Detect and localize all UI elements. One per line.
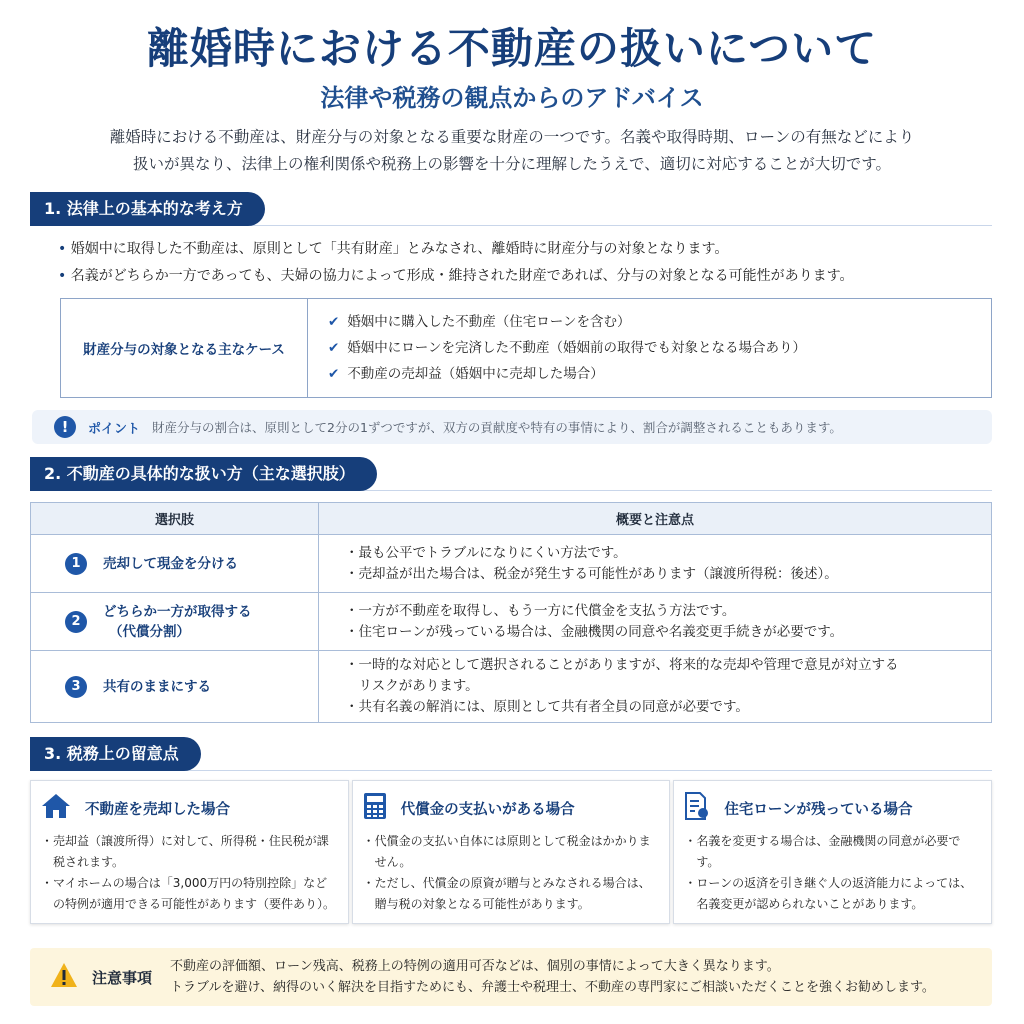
option-cell <box>31 593 319 651</box>
card-title: 不動産を売却した場合 <box>85 801 230 818</box>
case-item-text: 婚姻中にローンを完済した不動産（婚姻前の取得でも対象となる場合あり） <box>347 340 807 356</box>
desc-line: ・最も公平でトラブルになりにくい方法です。 <box>345 544 627 561</box>
page-subtitle: 法律や税務の観点からのアドバイス <box>320 83 704 112</box>
case-item <box>328 309 806 335</box>
table-row <box>31 651 992 723</box>
case-box <box>60 298 992 398</box>
tax-card <box>352 780 671 924</box>
check-icon: ✔ <box>328 314 340 330</box>
tax-cards <box>30 780 992 924</box>
tax-card <box>30 780 349 924</box>
desc-line: ・共有名義の解消には、原則として共有者全員の同意が必要です。 <box>345 699 749 715</box>
case-item-text: 不動産の売却益（婚姻中に売却した場合） <box>347 366 604 382</box>
section2-heading: 2. 不動産の具体的な扱い方（主な選択肢） <box>30 457 377 491</box>
card-line: ・マイホームの場合は「3,000万円の特別控除」などの特例が適用できる可能性があります（要件あり）。 <box>41 876 336 911</box>
desc-line: ・一方が不動産を取得し、もう一方に代償金を支払う方法です。 <box>345 602 736 619</box>
desc-cell <box>319 593 992 651</box>
case-list <box>308 299 806 397</box>
option-label-line: どちらか一方が取得する <box>103 603 252 620</box>
notice-text <box>170 956 935 998</box>
calculator-icon <box>363 792 387 824</box>
section1-bullets <box>58 236 853 290</box>
notice-line: トラブルを避け、納得のいく解決を目指すためにも、弁護士や税理士、不動産の専門家にご相談いただくことを強くお勧めします。 <box>170 980 935 995</box>
card-line: ・ローンの返済を引き継ぐ人の返済能力によっては、名義変更が認められないことがあります。 <box>684 876 973 911</box>
notice-title: 注意事項 <box>92 968 153 987</box>
notice-line: 不動産の評価額、ローン残高、税務上の特例の適用可否などは、個別の事情によって大きく異なります。 <box>170 959 780 974</box>
desc-line: ・売却益が出た場合は、税金が発生する可能性があります（譲渡所得税：後述）。 <box>345 565 838 582</box>
table-row <box>31 593 992 651</box>
card-line: ・ただし、代償金の原資が贈与とみなされる場合は、贈与税の対象となる可能性があります。 <box>362 876 651 911</box>
desc-line: ・住宅ローンが残っている場合は、金融機関の同意や名義変更手続きが必要です。 <box>345 623 844 640</box>
option-label-line: 共有のままにする <box>103 678 211 695</box>
section3-heading: 3. 税務上の留意点 <box>30 737 201 771</box>
desc-cell <box>319 651 992 723</box>
number-badge: 2 <box>65 611 87 633</box>
page-title: 離婚時における不動産の扱いについて <box>146 24 878 73</box>
warning-icon <box>50 962 78 992</box>
point-text: 財産分与の割合は、原則として2分の1ずつですが、双方の貢献度や特有の事情により、割合が調整されることもあります。 <box>152 420 842 435</box>
case-item-text: 婚姻中に購入した不動産（住宅ローンを含む） <box>347 314 631 330</box>
notice-box <box>30 948 992 1006</box>
point-label: ポイント <box>88 421 141 437</box>
card-title: 代償金の支払いがある場合 <box>400 801 575 818</box>
col-header-option: 選択肢 <box>31 503 319 535</box>
house-icon <box>41 792 71 824</box>
number-badge: 1 <box>65 553 87 575</box>
option-label <box>103 677 211 697</box>
option-label-line: （代償分割） <box>109 623 190 640</box>
table-row <box>31 535 992 593</box>
check-icon: ✔ <box>328 340 340 356</box>
option-cell <box>31 535 319 593</box>
option-label <box>103 602 252 642</box>
case-item <box>328 361 806 387</box>
section1-heading: 1. 法律上の基本的な考え方 <box>30 192 265 226</box>
desc-line: ・一時的な対応として選択されることがありますが、将来的な売却や管理で意見が対立する <box>345 657 899 673</box>
intro-line: 扱いが異なり、法律上の権利関係や税務上の影響を十分に理解したうえで、適切に対応することが大切です。 <box>133 155 891 173</box>
tax-card <box>673 780 992 924</box>
check-icon: ✔ <box>328 366 340 382</box>
bullet-item: • 名義がどちらか一方であっても、夫婦の協力によって形成・維持された財産であれば、分与の対象となる可能性があります。 <box>58 263 853 290</box>
number-badge: 3 <box>65 676 87 698</box>
case-label: 財産分与の対象となる主なケース <box>61 299 308 397</box>
options-table <box>30 502 992 723</box>
option-cell <box>31 651 319 723</box>
option-label <box>103 554 238 574</box>
card-line: ・代償金の支払い自体には原則として税金はかかりません。 <box>362 834 651 869</box>
card-line: ・売却益（譲渡所得）に対して、所得税・住民税が課税されます。 <box>41 834 329 869</box>
exclamation-icon: ! <box>54 416 76 438</box>
option-label-line: 売却して現金を分ける <box>103 555 238 572</box>
desc-cell <box>319 535 992 593</box>
point-box <box>32 410 992 444</box>
intro-line: 離婚時における不動産は、財産分与の対象となる重要な財産の一つです。名義や取得時期、ローンの有無などにより <box>109 128 915 146</box>
table-header-row <box>31 503 992 535</box>
case-item <box>328 335 806 361</box>
document-icon <box>684 792 710 824</box>
desc-line: リスクがあります。 <box>345 678 479 694</box>
bullet-item: • 婚姻中に取得した不動産は、原則として「共有財産」とみなされ、離婚時に財産分与の対象となります。 <box>58 236 853 263</box>
intro-text <box>50 124 974 178</box>
card-title: 住宅ローンが残っている場合 <box>724 801 913 818</box>
card-line: ・名義を変更する場合は、金融機関の同意が必要です。 <box>684 834 961 869</box>
col-header-desc: 概要と注意点 <box>319 503 992 535</box>
